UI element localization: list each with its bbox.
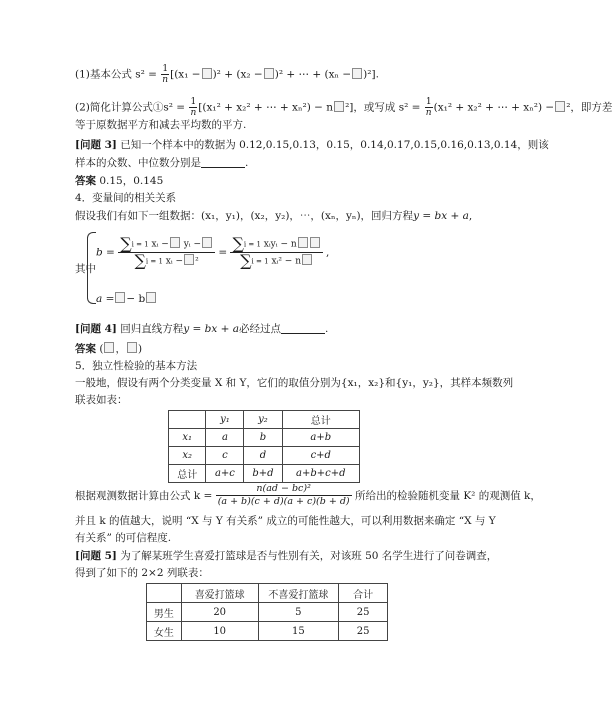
system-brace (87, 232, 96, 304)
table-cell: 5 (258, 603, 339, 622)
question-4-text2: 必经过点 (239, 323, 282, 335)
table-cell: x₂ (169, 447, 206, 465)
question-5-tag: [问题 5] (75, 550, 117, 562)
table-row (169, 447, 360, 465)
b-formula (96, 236, 329, 269)
b-label: b = (96, 246, 115, 259)
formula-1 (75, 64, 379, 85)
table-cell: 10 (181, 622, 258, 641)
section-5-p1: 一般地，假设有两个分类变量 X 和 Y，它们的取值分别为{x₁，x₂}和{y₁，y₂}，其样本频数列 (75, 377, 514, 389)
table-cell: 不喜爱打篮球 (258, 584, 339, 603)
b-fraction-1-denominator (118, 253, 215, 269)
regression-equation: y = bx + a (413, 210, 469, 222)
question-5-line1 (75, 549, 497, 563)
question-3-line1 (75, 138, 549, 152)
question-3-text2: 样本的众数、中位数分别是 (75, 157, 201, 169)
formula-2-body2: ²]，或写成 s² = (345, 101, 421, 114)
k-fraction-numerator: n(ad − bc)² (216, 483, 352, 496)
formula-2-body4: ²，即方差 (566, 101, 612, 114)
table-cell: 25 (339, 603, 388, 622)
contingency-table (168, 410, 360, 483)
table-cell: a+b (282, 429, 359, 447)
formula-2-fraction (189, 97, 197, 118)
formula-2-prefix: (2)简化计算公式①s² = (75, 101, 186, 114)
equals-sign: = (218, 246, 228, 259)
comma: , (325, 246, 330, 259)
mean-placeholder-box (202, 68, 212, 79)
mean-placeholder-box (184, 254, 194, 265)
a-term: − b (126, 293, 146, 305)
k-paragraph-line3: 有关系” 的可信程度. (75, 532, 172, 544)
answer-4-close: ) (137, 343, 143, 355)
section-4-intro (75, 209, 472, 223)
table-cell: x₁ (169, 429, 206, 447)
mean-placeholder-box (170, 237, 180, 248)
mean-placeholder-box (310, 237, 320, 248)
table-row (147, 622, 388, 641)
table-cell: 20 (181, 603, 258, 622)
question-5-text: 为了解某班学生喜爱打篮球是否与性别有关，对该班 50 名学生进行了问卷调查， (120, 550, 498, 562)
answer-4-comma: ， (115, 343, 126, 355)
sum-icon: ∑ (120, 234, 132, 253)
mean-placeholder-box (104, 342, 114, 353)
answer-blank (281, 322, 325, 334)
table-row (147, 603, 388, 622)
k-fraction (216, 483, 352, 508)
answer-blank (201, 156, 245, 168)
sum-lower: i = 1 (131, 240, 149, 249)
table-row (169, 429, 360, 447)
mean-placeholder-box (334, 101, 344, 112)
table-cell: 总计 (169, 465, 206, 483)
formula-2-body3: (x₁² + x₂² + ⋯ + xₙ²) − (433, 101, 555, 114)
table-cell: b (244, 429, 282, 447)
question-5-line2: 得到了如下的 2×2 列联表： (75, 567, 209, 579)
fraction-numerator: 1 (162, 64, 169, 74)
formula-2-fraction-b (425, 97, 433, 118)
mean-placeholder-box (115, 292, 125, 303)
table-cell: 女生 (147, 622, 182, 641)
question-3-line2 (75, 156, 248, 170)
table-row (169, 465, 360, 483)
k-paragraph-line2: 并且 k 的值越大，说明 “X 与 Y 有关系” 成立的可能性越大，可以利用数据来确定 “X 与 Y (75, 515, 496, 527)
table-cell: d (244, 447, 282, 465)
fraction-denominator: n (190, 108, 197, 118)
formula-1-body4: )²]. (363, 68, 379, 81)
b-fraction-1 (118, 236, 215, 269)
fraction-numerator: 1 (425, 97, 432, 107)
table-cell: y₂ (244, 411, 282, 429)
mean-placeholder-box (555, 101, 565, 112)
sum-icon: ∑ (134, 251, 146, 270)
sum-icon: ∑ (240, 251, 252, 270)
fraction-denominator: n (162, 75, 169, 85)
section-4-intro-end: , (468, 210, 473, 222)
table-cell: 合计 (339, 584, 388, 603)
sum-lower: i = 1 (243, 240, 261, 249)
table-cell: a+c (206, 465, 244, 483)
question-4-tag: [问题 4] (75, 323, 117, 335)
table-cell: a (206, 429, 244, 447)
question-3-tag: [问题 3] (75, 139, 117, 151)
section-5-title: 5．独立性检验的基本方法 (75, 360, 198, 372)
table-cell: 男生 (147, 603, 182, 622)
table-cell: c (206, 447, 244, 465)
table-cell (169, 411, 206, 429)
term: xᵢ − (151, 239, 169, 250)
qizhong-label: 其中 (75, 263, 96, 275)
table-header-row (169, 411, 360, 429)
formula-1-fraction (161, 64, 169, 85)
fraction-denominator: n (425, 108, 432, 118)
mean-placeholder-box (298, 237, 308, 248)
mean-placeholder-box (146, 292, 156, 303)
mean-placeholder-box (127, 342, 137, 353)
table-cell: a+b+c+d (282, 465, 359, 483)
answer-4-open: ( (99, 343, 104, 355)
k-paragraph-line1 (75, 483, 541, 508)
term: ² (195, 256, 199, 267)
term: xᵢ² − n (271, 256, 301, 267)
section-4-title: 4．变量间的相关关系 (75, 192, 177, 204)
k-paragraph-post: 所给出的检验随机变量 K² 的观测值 k， (354, 490, 541, 502)
question-3-end: . (245, 157, 249, 169)
formula-2-body: [(x₁² + x₂² + ⋯ + xₙ²) − n (198, 101, 334, 114)
section-4-intro-text: 假设我们有如下一组数据：(x₁，y₁)，(x₂，y₂)，⋯，(xₙ，yₙ)，回归方程 (75, 210, 414, 222)
term: xᵢ − (165, 256, 184, 267)
b-fraction-2 (230, 236, 322, 269)
table-cell: b+d (244, 465, 282, 483)
b-fraction-2-denominator (230, 253, 322, 269)
formula-1-body: [(x₁ − (170, 68, 201, 81)
fraction-numerator: 1 (190, 97, 197, 107)
question-4-text: 回归直线方程 (120, 323, 184, 335)
k-paragraph-pre: 根据观测数据计算由公式 k = (75, 490, 213, 502)
table-cell: 15 (258, 622, 339, 641)
sum-lower: i = 1 (145, 257, 163, 266)
sum-lower: i = 1 (251, 257, 269, 266)
mean-placeholder-box (264, 68, 274, 79)
k-fraction-denominator: (a + b)(c + d)(a + c)(b + d) (217, 496, 350, 507)
question-4-equation: y = bx + a (183, 323, 240, 335)
formula-1-body2: )² + (x₂ − (212, 68, 263, 81)
table-cell: 喜爱打篮球 (181, 584, 258, 603)
term: yᵢ − (183, 239, 201, 250)
mean-placeholder-box (302, 254, 312, 265)
answer-3-text: 0.15，0.145 (99, 175, 164, 187)
table-cell: y₁ (206, 411, 244, 429)
formula-2 (75, 97, 612, 118)
formula-1-body3: )² + ⋯ + (xₙ − (274, 68, 352, 81)
answer-4-tag: 答案 (75, 343, 96, 355)
a-label: a = (96, 293, 115, 305)
question-3-text: 已知一个样本中的数据为 0.12,0.15,0.13，0.15，0.14,0.17,0.15,0.16,0.13,0.14，则该 (120, 139, 549, 151)
sum-icon: ∑ (232, 234, 244, 253)
question-4-end: . (325, 323, 329, 335)
formula-2-line2: 等于原数据平方和减去平均数的平方. (75, 119, 247, 131)
b-fraction-1-numerator (118, 236, 215, 253)
table-cell: c+d (282, 447, 359, 465)
answer-3 (75, 174, 163, 188)
answer-4 (75, 342, 142, 356)
table-cell (147, 584, 182, 603)
question-4 (75, 322, 328, 336)
term: xᵢyᵢ − n (263, 239, 297, 250)
basketball-table (146, 583, 388, 641)
section-5-p2: 联表如表： (75, 394, 128, 406)
mean-placeholder-box (352, 68, 362, 79)
answer-3-tag: 答案 (75, 175, 96, 187)
table-cell: 总计 (282, 411, 359, 429)
formula-1-prefix: (1)基本公式 s² = (75, 68, 157, 81)
table-header-row (147, 584, 388, 603)
mean-placeholder-box (202, 237, 212, 248)
table-cell: 25 (339, 622, 388, 641)
a-formula (96, 292, 157, 306)
